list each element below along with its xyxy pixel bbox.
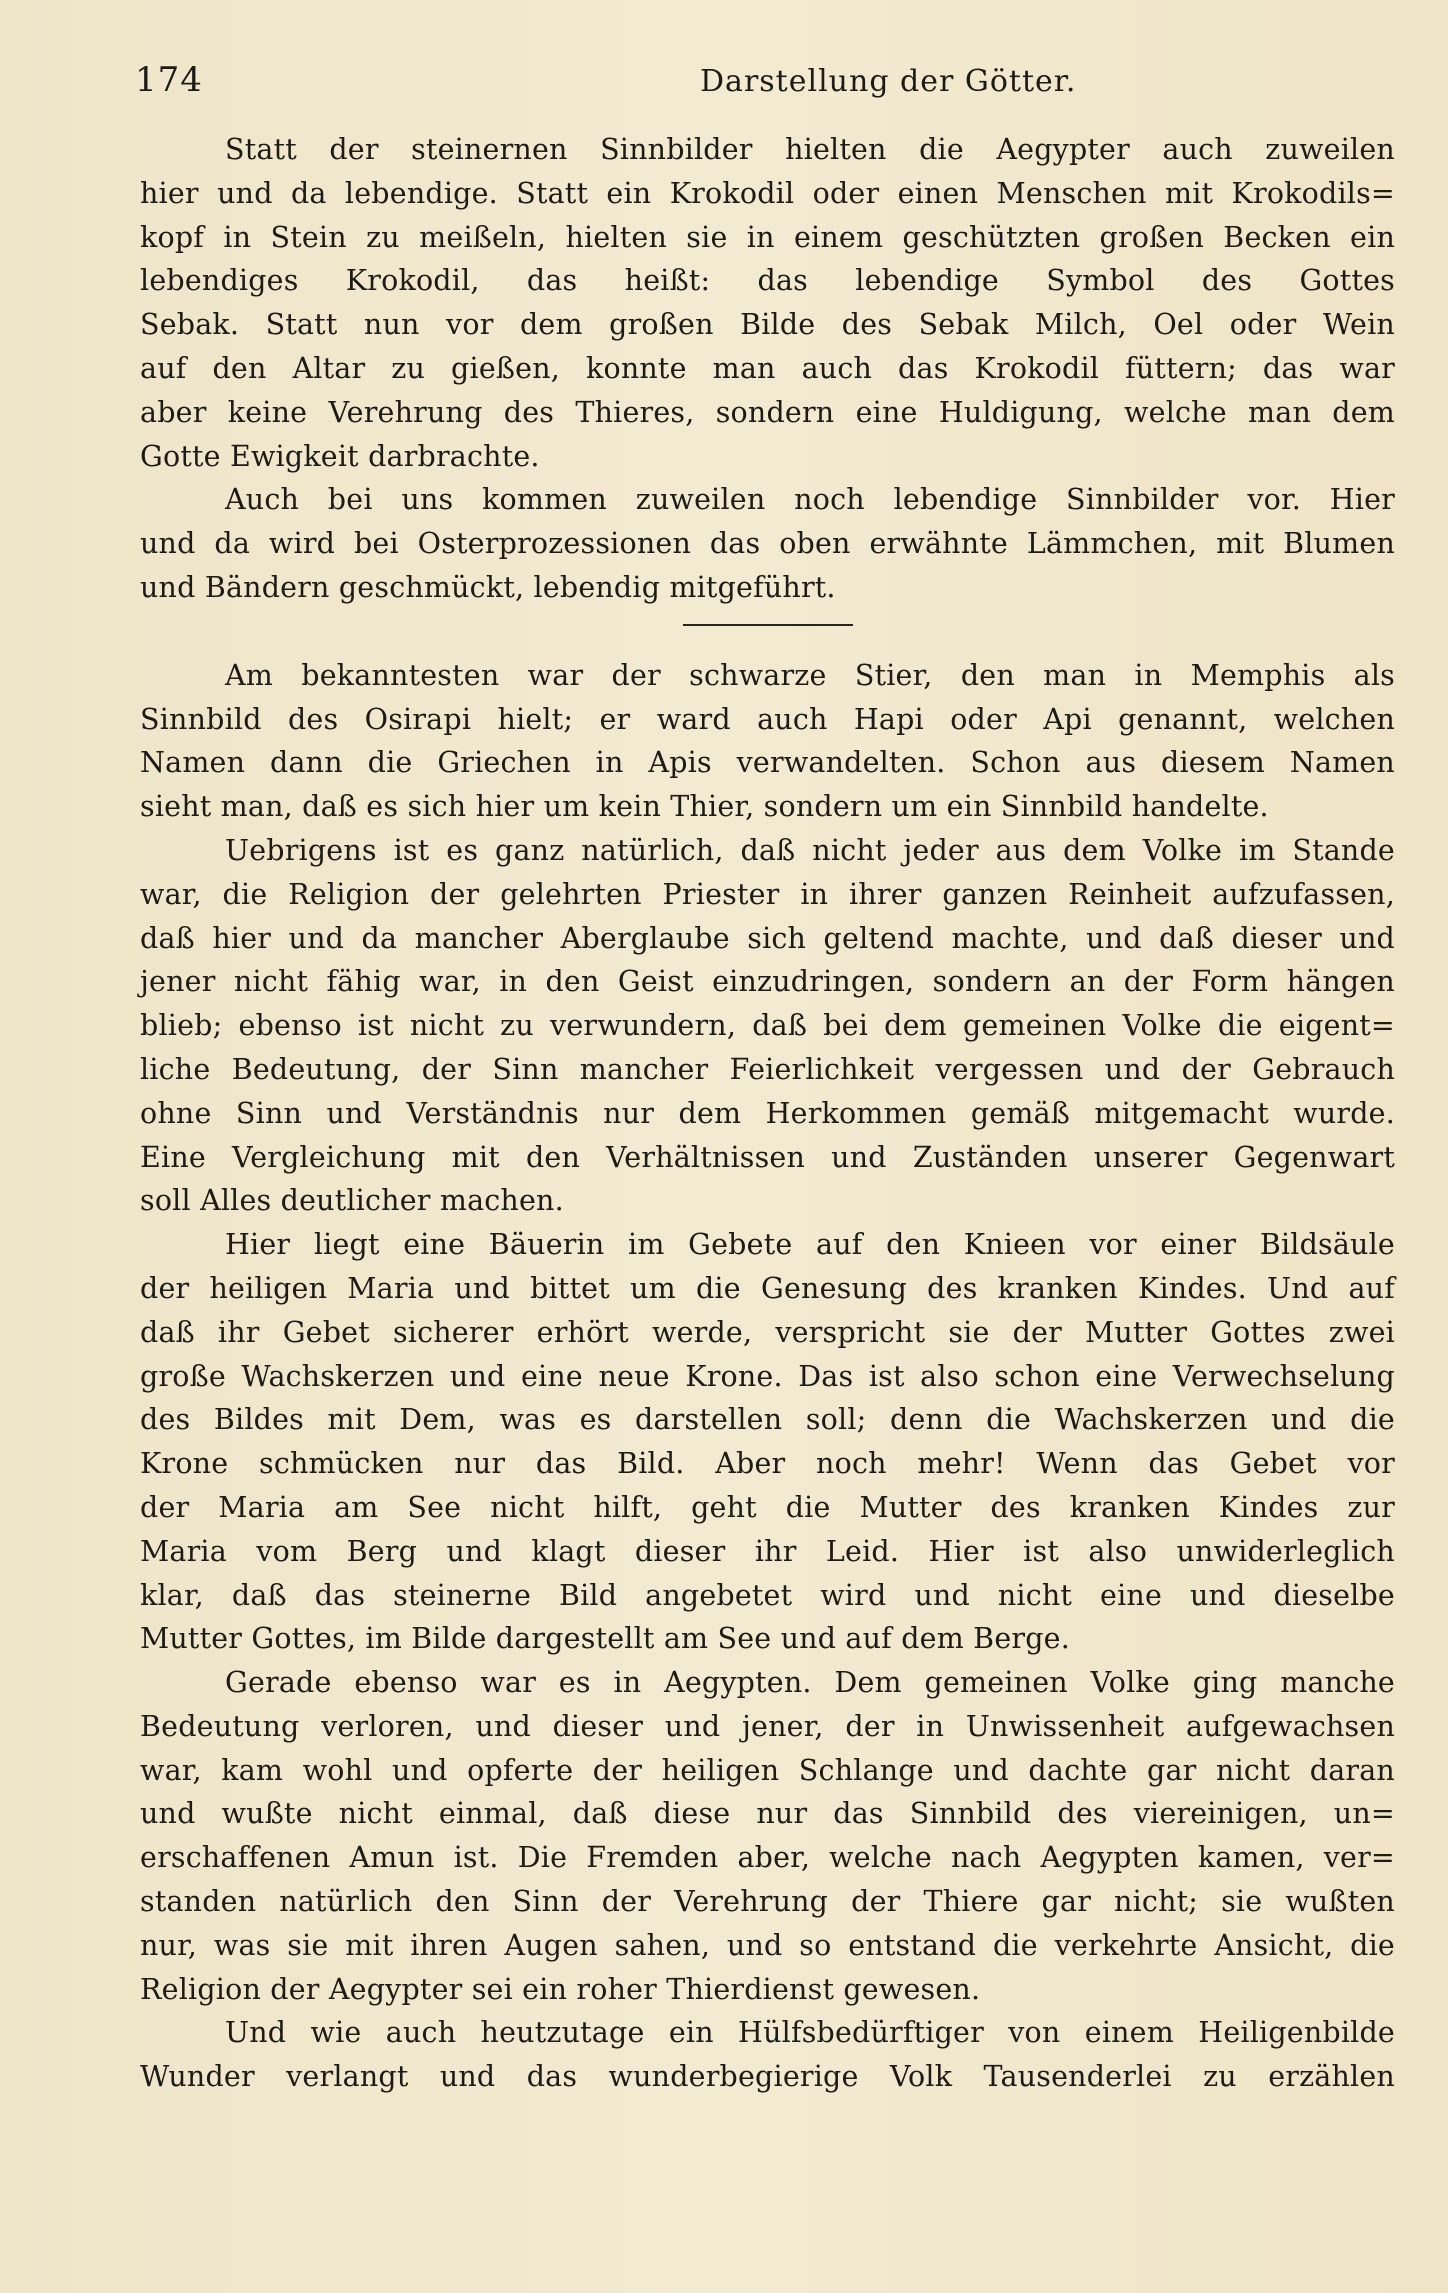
text-line: blieb; ebenso ist nicht zu verwundern, daß bei dem gemeinen Volke die eigent= bbox=[140, 1009, 1395, 1043]
text-line: lebendiges Krokodil, das heißt: das lebendige Symbol des Gottes bbox=[140, 264, 1395, 298]
text-line: kopf in Stein zu meißeln, hielten sie in einem geschützten großen Becken ein bbox=[140, 220, 1395, 254]
paragraph bbox=[140, 1223, 1395, 1661]
text-line: ohne Sinn und Verständnis nur dem Herkommen gemäß mitgemacht wurde. bbox=[140, 1096, 1395, 1130]
text-line: Statt der steinernen Sinnbilder hielten die Aegypter auch zuweilen bbox=[225, 133, 1395, 166]
text-line: Gerade ebenso war es in Aegypten. Dem gemeinen Volke ging manche bbox=[225, 1666, 1395, 1700]
text-line: Am bekanntesten war der schwarze Stier, den man in Memphis als bbox=[225, 658, 1395, 692]
section-divider bbox=[683, 624, 853, 626]
text-line: sieht man, daß es sich hier um kein Thier, sondern um ein Sinnbild handelte. bbox=[140, 790, 1269, 824]
paragraph bbox=[140, 478, 1395, 609]
text-line: Namen dann die Griechen in Apis verwandelten. Schon aus diesem Namen bbox=[140, 746, 1395, 780]
text-line: und Bändern geschmückt, lebendig mitgeführt. bbox=[140, 570, 836, 604]
text-line: große Wachskerzen und eine neue Krone. Das ist also schon eine Verwechselung bbox=[140, 1359, 1395, 1393]
text-line: klar, daß das steinerne Bild angebetet wird und nicht eine und dieselbe bbox=[140, 1578, 1395, 1612]
text-line: jener nicht fähig war, in den Geist einzudringen, sondern an der Form hängen bbox=[140, 965, 1395, 999]
page-number: 174 bbox=[135, 60, 203, 100]
text-line: Sinnbild des Osirapi hielt; er ward auch Hapi oder Api genannt, welchen bbox=[140, 702, 1395, 736]
text-line: Und wie auch heutzutage ein Hülfsbedürftiger von einem Heiligenbilde bbox=[225, 2016, 1395, 2050]
text-line: Mutter Gottes, im Bilde dargestellt am See und auf dem Berge. bbox=[140, 1622, 1070, 1656]
text-line: hier und da lebendige. Statt ein Krokodil oder einen Menschen mit Krokodils= bbox=[140, 176, 1395, 210]
paragraph bbox=[140, 829, 1395, 1223]
text-line: war, kam wohl und opferte der heiligen Schlange und dachte gar nicht daran bbox=[140, 1753, 1395, 1787]
paragraph bbox=[140, 654, 1395, 829]
text-line: Gotte Ewigkeit darbrachte. bbox=[140, 439, 540, 473]
text-line: Bedeutung verloren, und dieser und jener, der in Unwissenheit aufgewachsen bbox=[140, 1709, 1395, 1743]
text-line: daß hier und da mancher Aberglaube sich geltend machte, und daß dieser und bbox=[140, 921, 1395, 955]
text-line: Hier liegt eine Bäuerin im Gebete auf den Knieen vor einer Bildsäule bbox=[225, 1228, 1395, 1262]
text-line: und da wird bei Osterprozessionen das oben erwähnte Lämmchen, mit Blumen bbox=[140, 527, 1395, 561]
text-line: auf den Altar zu gießen, konnte man auch das Krokodil füttern; das war bbox=[140, 351, 1395, 385]
text-line: Eine Vergleichung mit den Verhältnissen und Zuständen unserer Gegenwart bbox=[140, 1140, 1395, 1174]
text-line: Sebak. Statt nun vor dem großen Bilde des Sebak Milch, Oel oder Wein bbox=[140, 308, 1395, 342]
text-line: war, die Religion der gelehrten Priester in ihrer ganzen Reinheit aufzufassen, bbox=[140, 877, 1395, 911]
text-line: Maria vom Berg und klagt dieser ihr Leid. Hier ist also unwiderleglich bbox=[140, 1534, 1395, 1568]
paragraph bbox=[140, 2011, 1395, 2099]
text-line: aber keine Verehrung des Thieres, sondern eine Huldigung, welche man dem bbox=[140, 395, 1395, 429]
running-title: Darstellung der Götter. bbox=[700, 64, 1077, 99]
text-line: und wußte nicht einmal, daß diese nur das Sinnbild des viereinigen, un= bbox=[140, 1797, 1395, 1831]
text-line: Krone schmücken nur das Bild. Aber noch mehr! Wenn das Gebet vor bbox=[140, 1447, 1395, 1481]
text-line: des Bildes mit Dem, was es darstellen soll; denn die Wachskerzen und die bbox=[140, 1403, 1395, 1437]
text-line: nur, was sie mit ihren Augen sahen, und so entstand die verkehrte Ansicht, die bbox=[140, 1928, 1395, 1962]
text-line: der heiligen Maria und bittet um die Genesung des kranken Kindes. Und auf bbox=[140, 1271, 1395, 1305]
text-line: daß ihr Gebet sicherer erhört werde, verspricht sie der Mutter Gottes zwei bbox=[140, 1315, 1395, 1349]
text-line: soll Alles deutlicher machen. bbox=[140, 1184, 564, 1218]
text-line: der Maria am See nicht hilft, geht die Mutter des kranken Kindes zur bbox=[140, 1490, 1395, 1524]
page-header bbox=[135, 58, 1395, 108]
text-line: standen natürlich den Sinn der Verehrung der Thiere gar nicht; sie wußten bbox=[140, 1885, 1395, 1919]
text-line: Wunder verlangt und das wunderbegierige Volk Tausenderlei zu erzählen bbox=[140, 2060, 1395, 2094]
text-line: Auch bei uns kommen zuweilen noch lebendige Sinnbilder vor. Hier bbox=[225, 483, 1395, 517]
paragraph bbox=[140, 128, 1395, 478]
text-line: Religion der Aegypter sei ein roher Thierdienst gewesen. bbox=[140, 1972, 981, 2006]
text-line: Uebrigens ist es ganz natürlich, daß nicht jeder aus dem Volke im Stande bbox=[225, 833, 1395, 867]
text-line: erschaffenen Amun ist. Die Fremden aber, welche nach Aegypten kamen, ver= bbox=[140, 1841, 1395, 1875]
paragraph bbox=[140, 1661, 1395, 2011]
page-body bbox=[140, 128, 1395, 2099]
text-line: liche Bedeutung, der Sinn mancher Feierlichkeit vergessen und der Gebrauch bbox=[140, 1052, 1395, 1086]
